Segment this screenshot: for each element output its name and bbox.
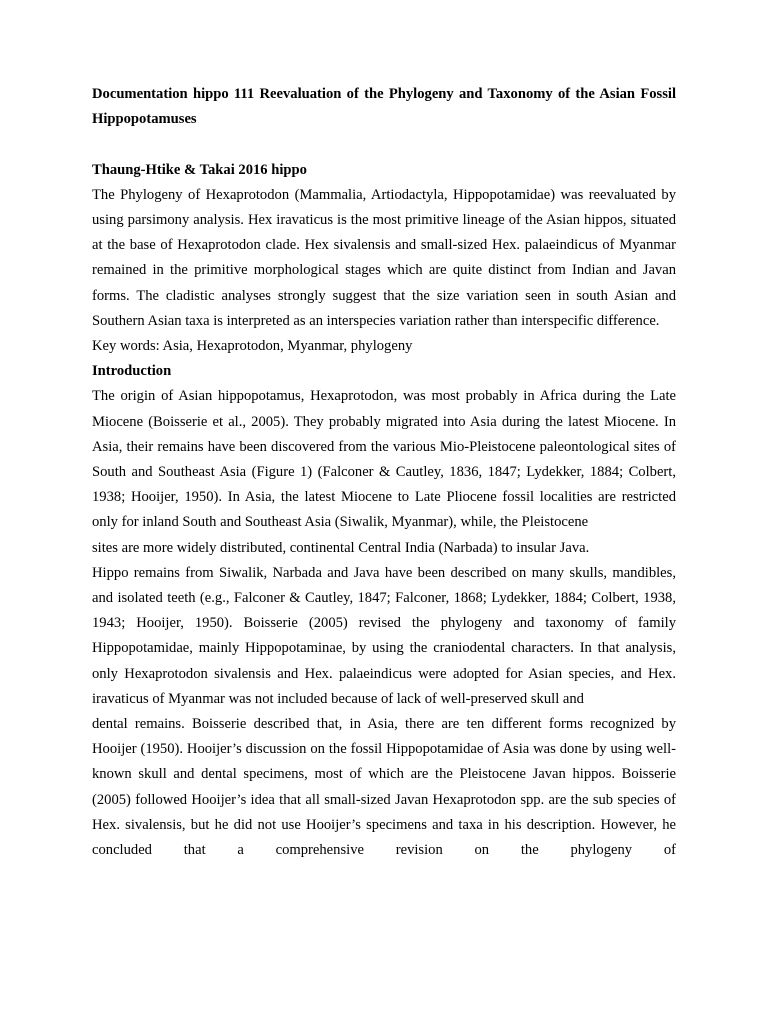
body-paragraph: Hippo remains from Siwalik, Narbada and Java have been described on many skulls, mandibles, and isolated teeth (e.g., Falconer & Cautley, 1847; Falconer, 1868; Lydekker, 1884; Colbert, 1938, 1943; Hooijer, 1950). Boisserie (2005) revised the phylogeny and taxonomy of family Hippopotamidae, mainly Hippopotaminae, by using the craniodental characters. In that analysis, only Hexaprotodon sivalensis and Hex. palaeindicus were adopted for Asian species, and Hex. iravaticus of Myanmar was not included because of lack of well-preserved skull and: [92, 564, 676, 707]
keywords-line: Key words: Asia, Hexaprotodon, Myanmar, phylogeny: [92, 338, 413, 355]
body-paragraph: The origin of Asian hippopotamus, Hexaprotodon, was most probably in Africa during the Late Miocene (Boisserie et al., 2005). They probably migrated into Asia during the latest Miocene. In Asia, their remains have been discovered from the various Mio-Pleistocene paleontological sites of South and Southeast Asia (Figure 1) (Falconer & Cautley, 1836, 1847; Lydekker, 1884; Colbert, 1938; Hooijer, 1950). In Asia, the latest Miocene to Late Pliocene fossil localities are restricted only for inland South and Southeast Asia (Siwalik, Myanmar), while, the Pleistocene: [92, 388, 676, 531]
author-heading: Thaung-Htike & Takai 2016 hippo: [92, 161, 307, 178]
document-title: Documentation hippo 111 Reevaluation of the Phylogeny and Taxonomy of the Asian Fossil Hippopotamuses: [92, 86, 676, 128]
introduction-heading: Introduction: [92, 363, 172, 380]
body-paragraph: dental remains. Boisserie described that, in Asia, there are ten different forms recognized by Hooijer (1950). Hooijer’s discussion on the fossil Hippopotamidae of Asia was done by using well-known skull and dental specimens, most of which are the Pleistocene Javan hippos. Boisserie (2005) followed Hooijer’s idea that all small-sized Javan Hexaprotodon spp. are the sub species of Hex. sivalensis, but he did not use Hooijer’s specimens and taxa in his description. However, he concluded that a comprehensive revision on the phylogeny of: [92, 716, 676, 859]
title-spacer: [92, 132, 676, 157]
document-page: [92, 82, 676, 863]
body-paragraph: sites are more widely distributed, continental Central India (Narbada) to insular Java.: [92, 539, 590, 556]
abstract-paragraph: The Phylogeny of Hexaprotodon (Mammalia, Artiodactyla, Hippopotamidae) was reevaluated by using parsimony analysis. Hex iravaticus is the most primitive lineage of the Asian hippos, situated at the base of Hexaprotodon clade. Hex sivalensis and small-sized Hex. palaeindicus of Myanmar remained in the primitive morphological stages which are quite distinct from Indian and Javan forms. The cladistic analyses strongly suggest that the size variation seen in south Asian and Southern Asian taxa is interpreted as an interspecies variation rather than interspecific difference.: [92, 186, 676, 329]
